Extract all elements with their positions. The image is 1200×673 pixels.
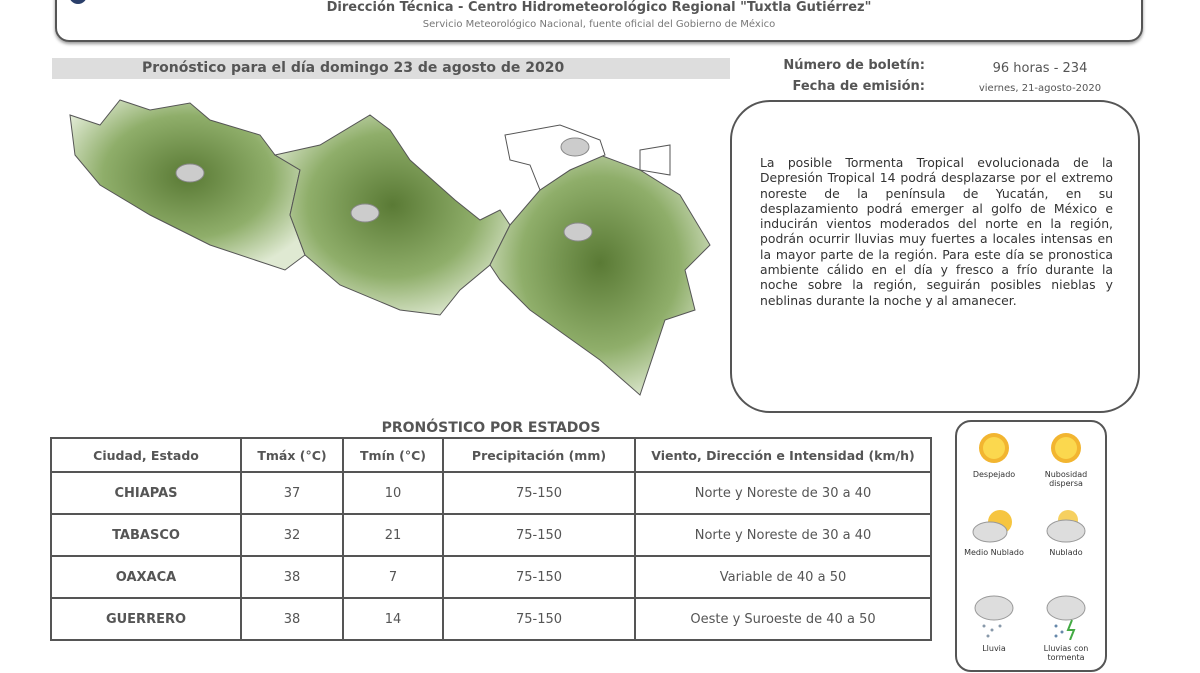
rain-cloud-icon: [972, 592, 1016, 640]
emission-date-label: Fecha de emisión:: [792, 79, 925, 94]
table-row: [51, 598, 931, 640]
state: TABASCO: [51, 514, 241, 556]
forecast-title: Pronóstico para el día domingo 23 de agosto de 2020: [52, 58, 730, 79]
legend-box: [955, 420, 1107, 672]
sun-cloud-icon: [972, 508, 1016, 544]
table-title: PRONÓSTICO POR ESTADOS: [381, 420, 601, 436]
bulletin-number-label: Número de boletín:: [783, 58, 925, 73]
wind: Oeste y Suroeste de 40 a 50: [635, 598, 931, 640]
forecast-description-box: [730, 100, 1140, 413]
sun-icon: [1046, 430, 1086, 466]
wind: Norte y Noreste de 30 a 40: [635, 472, 931, 514]
legend-clear: Despejado: [959, 430, 1029, 479]
tmax: 38: [241, 556, 343, 598]
map-chiapas: [490, 155, 710, 395]
precip: 75-150: [443, 514, 635, 556]
map-guerrero: [70, 100, 305, 270]
state: GUERRERO: [51, 598, 241, 640]
col-precip: Precipitación (mm): [443, 438, 635, 472]
table-row: [51, 556, 931, 598]
precip: 75-150: [443, 598, 635, 640]
wind: Norte y Noreste de 30 a 40: [635, 514, 931, 556]
col-tmin: Tmín (°C): [343, 438, 443, 472]
header-box: [55, 0, 1143, 42]
storm-cloud-icon: [1044, 592, 1088, 640]
legend-storm: Lluvias con tormenta: [1031, 592, 1101, 662]
header-subtitle: Servicio Meteorológico Nacional, fuente oficial del Gobierno de México: [422, 19, 776, 30]
tmax: 32: [241, 514, 343, 556]
tmax: 38: [241, 598, 343, 640]
table-row: [51, 472, 931, 514]
tmin: 7: [343, 556, 443, 598]
table-row: [51, 514, 931, 556]
precip: 75-150: [443, 556, 635, 598]
forecast-description: La posible Tormenta Tropical evolucionada de la Depresión Tropical 14 podrá desplazarse por el extremo noreste de la península de Yucatán, en su desplazamiento podrá emerger al golfo de México e inducirán vientos moderados del norte en la región, podrán ocurrir lluvias muy fuertes a locales intensas en la mayor parte de la región. Para este día se pronostica ambiente cálido en el día y fresco a frío durante la noche sobre la región, seguirán posibles nieblas y neblinas durante la noche y al amanecer.: [760, 155, 1113, 308]
legend-cloudy: Nublado: [1031, 508, 1101, 557]
tmin: 10: [343, 472, 443, 514]
sun-icon: [974, 430, 1014, 466]
forecast-table: [50, 437, 932, 641]
emission-date-value: viernes, 21-agosto-2020: [978, 83, 1102, 94]
col-tmax: Tmáx (°C): [241, 438, 343, 472]
table-header-row: [51, 438, 931, 472]
tmax: 37: [241, 472, 343, 514]
state: CHIAPAS: [51, 472, 241, 514]
region-map: [60, 95, 720, 415]
legend-scattered: Nubosidad dispersa: [1031, 430, 1101, 488]
col-wind: Viento, Dirección e Intensidad (km/h): [635, 438, 931, 472]
tmin: 21: [343, 514, 443, 556]
header-title: Dirección Técnica - Centro Hidrometeorológico Regional "Tuxtla Gutiérrez": [326, 0, 872, 15]
legend-rain: Lluvia: [959, 592, 1029, 653]
legend-partly-cloudy: Medio Nublado: [959, 508, 1029, 557]
wind: Variable de 40 a 50: [635, 556, 931, 598]
cloud-icon: [1044, 508, 1088, 544]
tmin: 14: [343, 598, 443, 640]
state: OAXACA: [51, 556, 241, 598]
map-oaxaca: [275, 115, 510, 315]
bulletin-number-value: 96 horas - 234: [992, 61, 1088, 76]
precip: 75-150: [443, 472, 635, 514]
col-city: Ciudad, Estado: [51, 438, 241, 472]
